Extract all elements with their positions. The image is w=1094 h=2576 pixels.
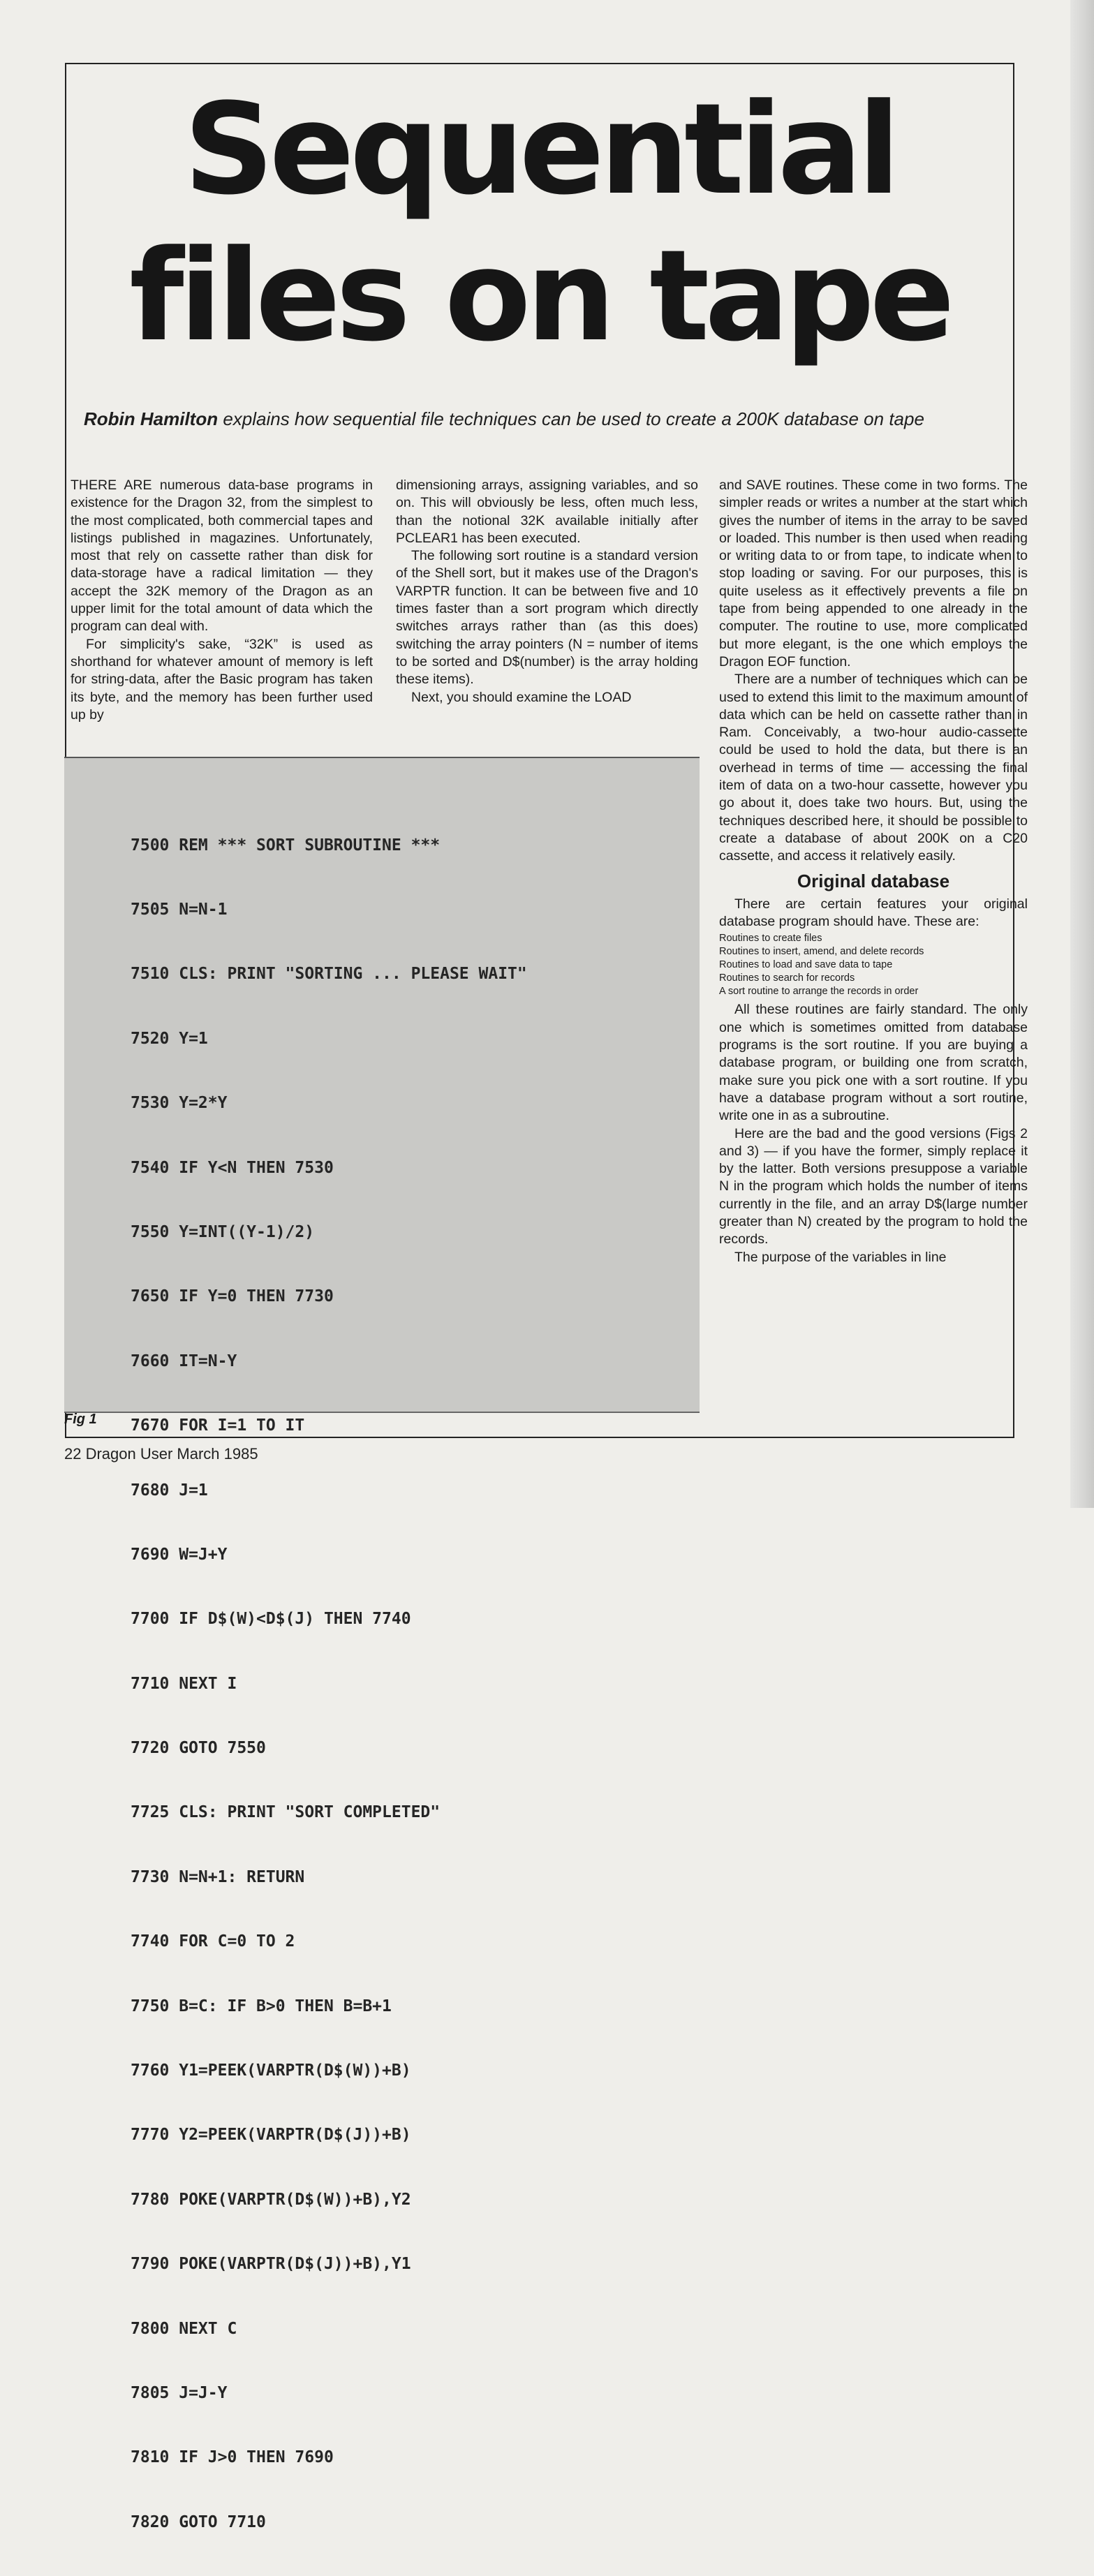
code-line: 7730 N=N+1: RETURN bbox=[131, 1867, 305, 1886]
article-title bbox=[65, 77, 1014, 370]
paragraph: For simplicity's sake, “32K” is used as shorthand for whatever amount of memory is left for string-data, after the Basic program has taken its byte, and the memory has been further used up by bbox=[71, 636, 373, 723]
code-line: 7800 NEXT C bbox=[131, 2319, 237, 2338]
code-line: 7530 Y=2*Y bbox=[131, 1094, 228, 1113]
code-line: 7690 W=J+Y bbox=[131, 1545, 228, 1564]
code-lines bbox=[131, 792, 527, 2576]
list-item: Routines to search for records bbox=[719, 972, 855, 984]
page-edge bbox=[1070, 0, 1094, 1508]
page-footer: 22 Dragon User March 1985 bbox=[64, 1445, 258, 1463]
standfirst-text: explains how sequential file techniques can be used to create a 200K database on tape bbox=[218, 408, 924, 429]
feature-list bbox=[719, 932, 1028, 998]
code-line: 7810 IF J>0 THEN 7690 bbox=[131, 2448, 334, 2467]
list-item: Routines to load and save data to tape bbox=[719, 959, 893, 971]
paragraph: The following sort routine is a standard version of the Shell sort, but it makes use of the Dragon's VARPTR function. It can be between five and 10 times faster than a sort program which directly switches arrays rather than (as this does) switching the array pointers (N = number of items to be sorted and D$(number) is the array holding these items). bbox=[396, 548, 698, 688]
code-line: 7780 POKE(VARPTR(D$(W))+B),Y2 bbox=[131, 2190, 411, 2209]
code-line: 7660 IT=N-Y bbox=[131, 1352, 237, 1370]
code-line: 7680 J=1 bbox=[131, 1481, 208, 1500]
paragraph: The purpose of the variables in line bbox=[734, 1249, 947, 1265]
list-item: Routines to create files bbox=[719, 933, 822, 945]
code-line: 7770 Y2=PEEK(VARPTR(D$(J))+B) bbox=[131, 2126, 411, 2145]
column-2 bbox=[396, 477, 698, 706]
code-line: 7700 IF D$(W)<D$(J) THEN 7740 bbox=[131, 1610, 411, 1629]
paragraph: dimensioning arrays, assigning variables, and so on. This will obviously be less, often much less, than the notional 32K available initially after PCLEAR1 has been executed. bbox=[396, 478, 698, 546]
code-line: 7520 Y=1 bbox=[131, 1029, 208, 1048]
list-item: A sort routine to arrange the records in order bbox=[719, 986, 919, 998]
paragraph: There are certain features your original database program should have. These are: bbox=[719, 896, 1028, 930]
list-item: Routines to insert, amend, and delete records bbox=[719, 946, 924, 958]
code-line: 7740 FOR C=0 TO 2 bbox=[131, 1932, 295, 1951]
code-line: 7650 IF Y=0 THEN 7730 bbox=[131, 1287, 334, 1306]
code-line: 7820 GOTO 7710 bbox=[131, 2512, 266, 2531]
figure-caption: Fig 1 bbox=[64, 1412, 97, 1427]
code-line: 7790 POKE(VARPTR(D$(J))+B),Y1 bbox=[131, 2255, 411, 2274]
code-line: 7720 GOTO 7550 bbox=[131, 1739, 266, 1758]
author-name: Robin Hamilton bbox=[84, 408, 219, 429]
paragraph: and SAVE routines. These come in two forms. The simpler reads or writes a number at the start which gives the number of items in the array to be saved or loaded. This number is then used when reading or writing data to or from tape, to indicate when to stop loading or saving. For our purposes, this is quite useless as it effectively prevents a file on tape from being appended to one already in the computer. The routine to use, more complicated but more elegant, is the one which employs the Dragon EOF function. bbox=[719, 478, 1028, 669]
code-line: 7750 B=C: IF B>0 THEN B=B+1 bbox=[131, 1997, 392, 2015]
code-line: 7805 J=J-Y bbox=[131, 2383, 228, 2402]
title-line-2: files on tape bbox=[129, 223, 950, 369]
paragraph: Next, you should examine the LOAD bbox=[411, 689, 632, 705]
paragraph: THERE ARE numerous data-base programs in existence for the Dragon 32, from the simplest to the most complicated, both commercial tapes and listings published in magazines. Unfortunately, most that rely on cassette rather than disk for data-storage have a radical limitation — they accept the 32K memory of the Dragon as an upper limit for the total amount of data which the program can deal with. bbox=[71, 478, 373, 635]
column-3 bbox=[719, 477, 1028, 1266]
code-line: 7710 NEXT I bbox=[131, 1674, 237, 1693]
paragraph: There are a number of techniques which can be used to extend this limit to the maximum amount of data which can be held on cassette rather than in Ram. Conceivably, a two-hour audio-cassette could be used to hold the data, but there is an overhead in terms of time — accessing the final item of data on a two-hour cassette, however you go about it, does take two hours. But, using the techniques described here, it should be possible to create a database of about 200K on a C20 cassette, and access it relatively easily. bbox=[719, 672, 1028, 864]
title-line-1: Sequential bbox=[184, 77, 896, 223]
code-line: 7760 Y1=PEEK(VARPTR(D$(W))+B) bbox=[131, 2061, 411, 2080]
code-line: 7500 REM *** SORT SUBROUTINE *** bbox=[131, 836, 441, 854]
section-heading: Original database bbox=[797, 870, 950, 891]
code-line: 7670 FOR I=1 TO IT bbox=[131, 1416, 305, 1435]
standfirst bbox=[84, 408, 1005, 430]
code-line: 7540 IF Y<N THEN 7530 bbox=[131, 1158, 334, 1177]
code-line: 7510 CLS: PRINT "SORTING ... PLEASE WAIT" bbox=[131, 965, 527, 984]
code-line: 7550 Y=INT((Y-1)/2) bbox=[131, 1222, 315, 1241]
code-line: 7725 CLS: PRINT "SORT COMPLETED" bbox=[131, 1803, 441, 1822]
code-line: 7505 N=N-1 bbox=[131, 900, 228, 919]
paragraph: Here are the bad and the good versions (Figs 2 and 3) — if you have the former, simply replace it by the latter. Both versions presuppose a variable N in the program which holds the number of items currently in the file, and an array D$(large number greater than N) created by the program to hold the records. bbox=[719, 1125, 1028, 1248]
column-1 bbox=[71, 477, 373, 724]
paragraph: All these routines are fairly standard. The only one which is sometimes omitted from database programs is the sort routine. If you are buying a database program, or building one from scratch, make sure you pick one with a sort routine. If you have a database program without a sort routine, write one in as a subroutine. bbox=[719, 1002, 1028, 1124]
